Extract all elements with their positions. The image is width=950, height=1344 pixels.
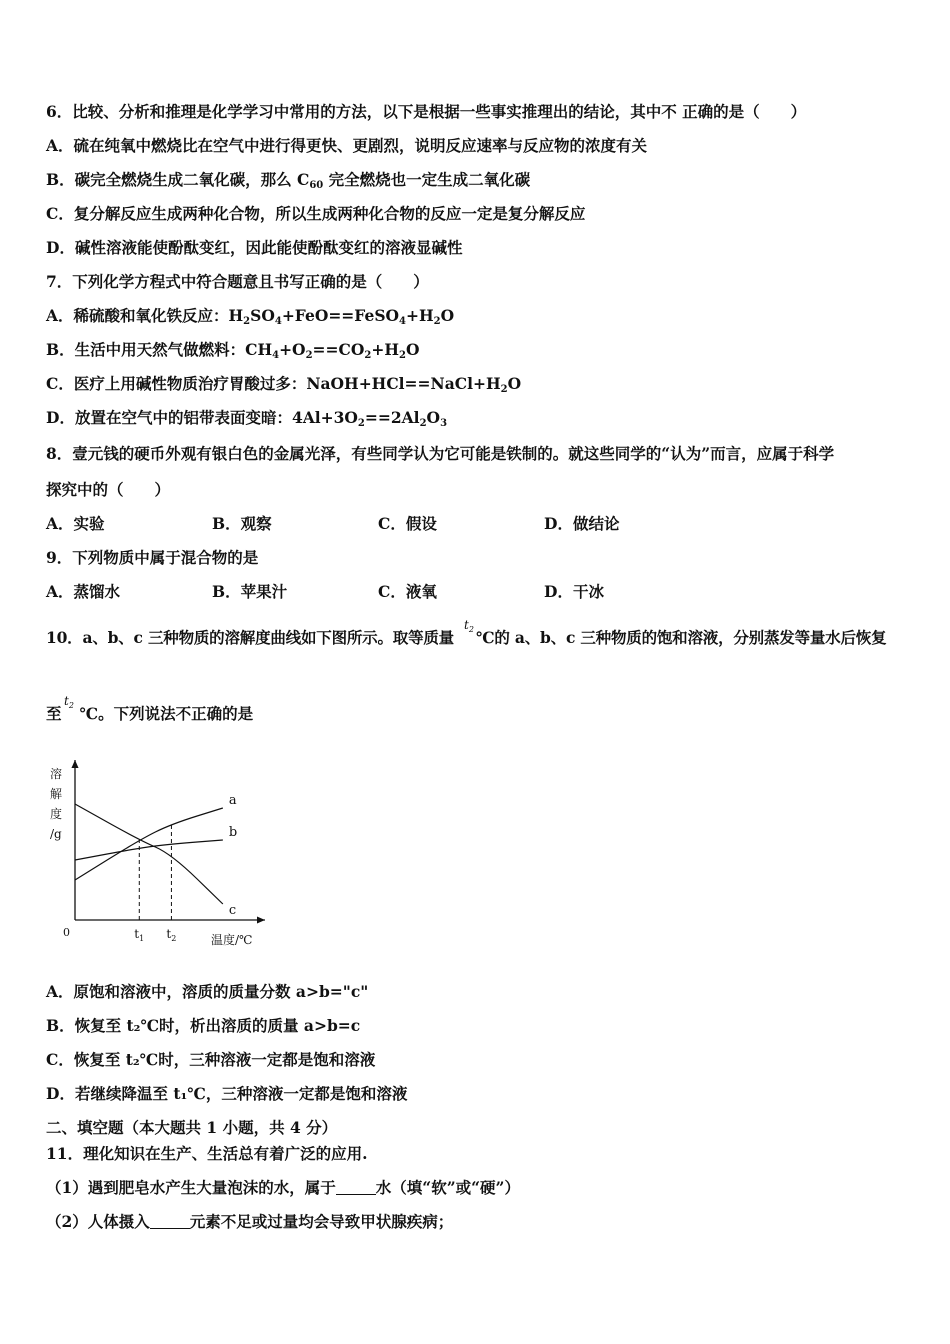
q7-option-c: C．医疗上用碱性物质治疗胃酸过多：$NaOH+HCl==NaCl+H_2O$ (46, 374, 522, 395)
q8-option-c: C．假设 (378, 514, 437, 533)
q7-option-a: A．稀硫酸和氧化铁反应：$H_2SO_4+FeO==FeSO_4+H_2O$ (46, 306, 455, 327)
q8-stem-line2: 探究中的（ ） (46, 480, 171, 499)
q10-option-c: C．恢复至 t₂℃时，三种溶液一定都是饱和溶液 (46, 1050, 376, 1069)
q6-b-text: B．碳完全燃烧生成二氧化碳，那么 C (46, 170, 310, 189)
y-label-char-0: 溶 (50, 767, 63, 781)
q10-t2-symbol: $t_2$ (464, 618, 474, 634)
curve-label-a: a (228, 793, 237, 808)
solubility-chart (40, 760, 270, 960)
q8-stem-line1: 8．壹元钱的硬币外观有银白色的金属光泽，有些同学认为它可能是铁制的。就这些同学的“认为”而言，应属于科学 (46, 444, 835, 463)
x-axis-label: 温度/℃ (211, 933, 253, 947)
tick-sub-t1: 1 (139, 934, 145, 943)
q11-part1: （1）遇到肥皂水产生大量泡沫的水，属于 水（填“软”或“硬”） (46, 1178, 520, 1197)
q7-option-b: B．生活中用天然气做燃料：$CH_4+O_2==CO_2+H_2O$ (46, 340, 420, 361)
q9-option-c: C．液氧 (378, 582, 437, 601)
curve-b (75, 840, 223, 860)
q10-stem-line2: 至 ℃。下列说法不正确的是 (46, 704, 254, 723)
q10-option-d: D．若继续降温至 t₁℃，三种溶液一定都是饱和溶液 (46, 1084, 408, 1103)
q11-part2: （2）人体摄入 元素不足或过量均会导致甲状腺疾病； (46, 1212, 454, 1231)
q10-t2-symbol-2: $t_2$ (64, 694, 74, 710)
q9-stem: 9．下列物质中属于混合物的是 (46, 548, 259, 567)
q8-option-a: A．实验 (46, 514, 105, 533)
q10-option-b: B．恢复至 t₂℃时，析出溶质的质量 a>b=c (46, 1016, 361, 1035)
origin-label: 0 (63, 926, 70, 939)
tick-sub-t2: 2 (171, 934, 177, 943)
q9-option-a: A．蒸馏水 (46, 582, 121, 601)
y-label-char-3: /g (50, 827, 62, 841)
q8-option-b: B．观察 (212, 514, 272, 533)
q7-stem: 7．下列化学方程式中符合题意且书写正确的是（ ） (46, 272, 429, 291)
q6-option-b (46, 170, 530, 196)
q6-option-c: C．复分解反应生成两种化合物，所以生成两种化合物的反应一定是复分解反应 (46, 204, 586, 223)
q9-option-b: B．苹果汁 (212, 582, 288, 601)
y-label-char-1: 解 (50, 787, 63, 801)
q8-option-d: D．做结论 (544, 514, 620, 533)
q6-stem: 6．比较、分析和推理是化学学习中常用的方法，以下是根据一些事实推理出的结论，其中不 正确的是（ ） (46, 102, 807, 121)
curve-label-c: c (228, 903, 237, 918)
y-label-char-2: 度 (50, 807, 63, 821)
curve-label-b: b (228, 825, 238, 840)
q6-b-sub: 60 (309, 180, 324, 191)
q6-option-d: D．碱性溶液能使酚酞变红，因此能使酚酞变红的溶液显碱性 (46, 238, 463, 257)
q10-stem-text: 10．a、b、c 三种物质的溶解度曲线如下图所示。取等质量 (46, 628, 454, 647)
q11-stem: 11．理化知识在生产、生活总有着广泛的应用. (46, 1144, 368, 1163)
q10-option-a: A．原饱和溶液中，溶质的质量分数 a>b="c" (46, 982, 369, 1001)
q6-option-a: A．硫在纯氧中燃烧比在空气中进行得更快、更剧烈，说明反应速率与反应物的浓度有关 (46, 136, 648, 155)
q11-blank-1[interactable] (336, 1180, 376, 1195)
q9-option-d: D．干冰 (544, 582, 604, 601)
q11-blank-2[interactable] (150, 1214, 190, 1229)
q6-b-text2: 完全燃烧也一定生成二氧化碳 (323, 170, 531, 189)
tick-label-t2: $t_2$ (166, 927, 177, 943)
curve-c (75, 804, 223, 904)
q7-option-d: D．放置在空气中的铝带表面变暗：$4Al+3O_2==2Al_2O_3$ (46, 408, 448, 429)
q10-stem-text2: ℃的 a、b、c 三种物质的饱和溶液，分别蒸发等量水后恢复 (476, 628, 887, 647)
tick-label-t1: $t_1$ (134, 927, 145, 943)
section2-title: 二、填空题（本大题共 1 小题，共 4 分） (46, 1118, 338, 1137)
